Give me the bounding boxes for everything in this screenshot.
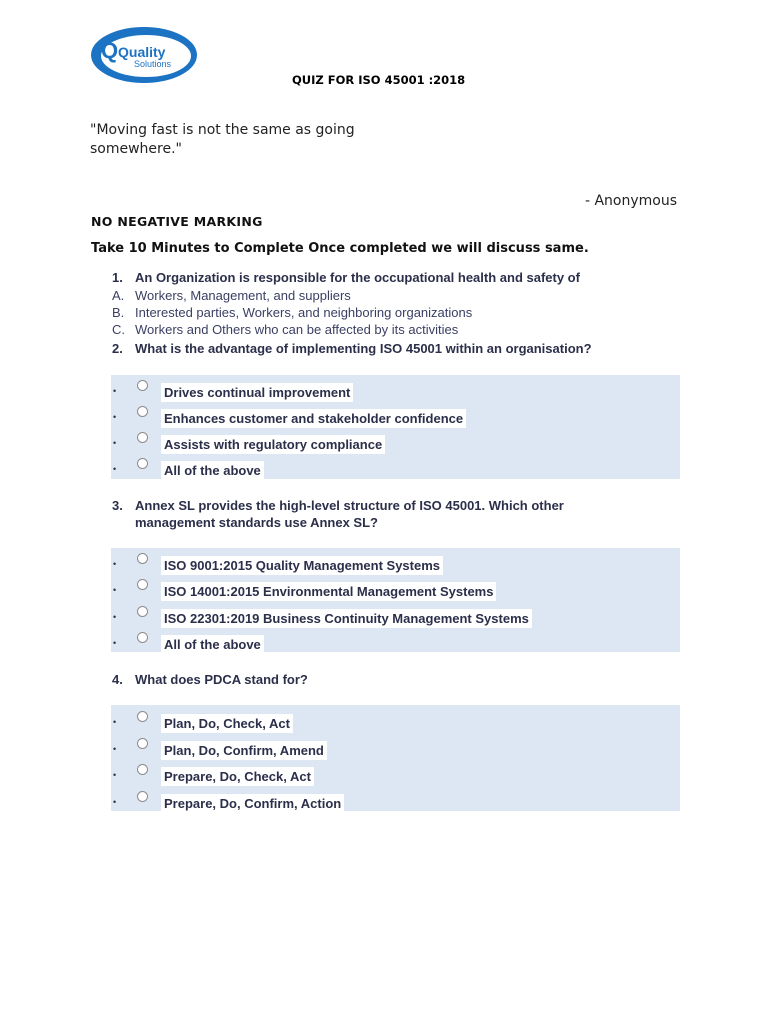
option-letter: C. (112, 322, 125, 337)
answer-option (111, 708, 680, 734)
answer-label: Prepare, Do, Check, Act (161, 767, 314, 786)
question-3-answers (111, 548, 680, 652)
answer-option (111, 788, 680, 814)
option-text: Workers, Management, and suppliers (135, 288, 351, 303)
bullet: • (113, 638, 117, 648)
quote-author: - Anonymous (584, 193, 677, 209)
marking-note: NO NEGATIVE MARKING (91, 214, 263, 229)
bullet: • (113, 559, 117, 569)
question-2-text: What is the advantage of implementing ISO 45001 within an organisation? (135, 341, 592, 356)
question-4-answers (111, 705, 680, 811)
answer-option (111, 455, 680, 481)
radio-button[interactable] (137, 738, 148, 749)
question-4-number: 4. (112, 672, 123, 687)
bullet: • (113, 717, 117, 727)
answer-label: Prepare, Do, Confirm, Action (161, 794, 344, 813)
bullet: • (113, 612, 117, 622)
bullet: • (113, 744, 117, 754)
answer-option (111, 761, 680, 787)
option-text: Interested parties, Workers, and neighboring organizations (135, 305, 473, 320)
answer-option (111, 629, 680, 655)
answer-option (111, 735, 680, 761)
radio-button[interactable] (137, 711, 148, 722)
instructions: Take 10 Minutes to Complete Once completed we will discuss same. (91, 241, 589, 256)
question-1-text: An Organization is responsible for the occupational health and safety of (135, 270, 580, 285)
bullet: • (113, 464, 117, 474)
answer-option (111, 429, 680, 455)
bullet: • (113, 585, 117, 595)
answer-option (111, 603, 680, 629)
option-letter: A. (112, 288, 125, 303)
answer-label: Plan, Do, Check, Act (161, 714, 293, 733)
radio-button[interactable] (137, 791, 148, 802)
radio-button[interactable] (137, 632, 148, 643)
page-title: QUIZ FOR ISO 45001 :2018 (292, 73, 466, 87)
answer-label: All of the above (161, 461, 264, 480)
radio-button[interactable] (137, 764, 148, 775)
answer-option (111, 377, 680, 403)
quality-solutions-logo (88, 24, 200, 86)
radio-button[interactable] (137, 579, 148, 590)
bullet: • (113, 770, 117, 780)
answer-label: ISO 14001:2015 Environmental Management Systems (161, 582, 496, 601)
question-2-number: 2. (112, 341, 123, 356)
answer-label: Enhances customer and stakeholder confidence (161, 409, 466, 428)
question-2-answers (111, 375, 680, 479)
radio-button[interactable] (137, 432, 148, 443)
answer-label: All of the above (161, 635, 264, 654)
svg-text:Q: Q (101, 38, 119, 63)
logo-text-main: Quality (118, 44, 166, 60)
question-3-number: 3. (112, 498, 123, 513)
answer-option (111, 403, 680, 429)
bullet: • (113, 412, 117, 422)
answer-label: Plan, Do, Confirm, Amend (161, 741, 327, 760)
radio-button[interactable] (137, 458, 148, 469)
option-letter: B. (112, 305, 125, 320)
logo-text-sub: Solutions (134, 59, 172, 69)
bullet: • (113, 438, 117, 448)
question-1-number: 1. (112, 270, 123, 285)
answer-label: Drives continual improvement (161, 383, 353, 402)
answer-label: ISO 9001:2015 Quality Management Systems (161, 556, 443, 575)
answer-option (111, 576, 680, 602)
radio-button[interactable] (137, 606, 148, 617)
radio-button[interactable] (137, 406, 148, 417)
bullet: • (113, 386, 117, 396)
answer-label: ISO 22301:2019 Business Continuity Management Systems (161, 609, 532, 628)
question-4-text: What does PDCA stand for? (135, 672, 308, 687)
answer-option (111, 550, 680, 576)
answer-label: Assists with regulatory compliance (161, 435, 385, 454)
bullet: • (113, 797, 117, 807)
option-text: Workers and Others who can be affected by its activities (135, 322, 459, 337)
radio-button[interactable] (137, 553, 148, 564)
question-3-text: Annex SL provides the high-level structure of ISO 45001. Which other management standards use Annex SL? (135, 498, 564, 530)
radio-button[interactable] (137, 380, 148, 391)
quote-text: "Moving fast is not the same as going somewhere." (90, 122, 355, 157)
